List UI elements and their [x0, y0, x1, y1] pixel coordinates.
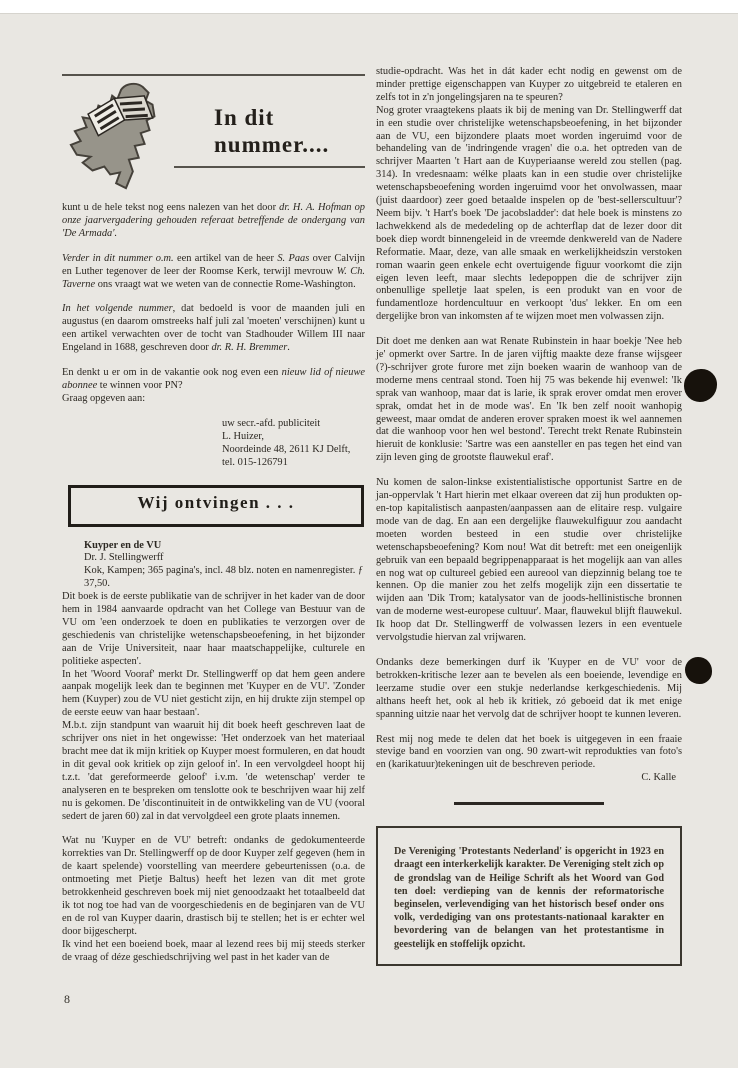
- intro-paragraph-4: [62, 367, 365, 393]
- address-line: Noordeinde 48, 2611 KJ Delft,: [222, 444, 351, 456]
- netherlands-map-illustration: [64, 78, 182, 202]
- book-publisher: Kok, Kampen; 365 pagina's, incl. 48 blz. noten en namenregister. ƒ 37,50.: [84, 565, 364, 590]
- page-number: 8: [64, 992, 70, 1006]
- contact-address-block: [222, 417, 365, 470]
- text-run: , dat bedoeld is voor de maanden juli en augustus (en daarom omstreeks half juli zal 'moeten' verschijnen) kunt u een artikel verwachten over de tocht van Stadhouder Willem III naar Engeland in 1688, geschreven door: [62, 303, 365, 354]
- wij-ontvingen-box: [68, 485, 364, 527]
- association-info-box: [376, 826, 682, 966]
- address-line: L. Huizer,: [222, 430, 264, 442]
- book-title: Kuyper en de VU: [84, 539, 162, 551]
- title-line-1: In dit: [214, 105, 275, 130]
- text-run: een artikel van de heer: [173, 252, 278, 264]
- review-paragraph: M.b.t. zijn standpunt van waaruit hij dit boek heeft geschreven laat de schrijver ons niet in het ongewisse: 'Het onderzoek van het materiaal bracht mee dat ik mijn kritiek op Kuyper moest formuleren, en dat houdt in dit geval ook kritiek op zijn geloof in'. In een vervolgdeel hoopt hij t.z.t. 'dat gereformeerde geloof' i.v.m. 'de wetenschap' verder te analyseren en te bespreken om tenslotte ook te beschrijven waar hij zelf nu is gekomen. De 'discontinuiteit in de ontwikkeling van de VU (vooral sedert de jaren 60) zal in dat vervolgdeel een grote plaats innemen.: [62, 720, 365, 822]
- address-line: uw secr.-afd. publiciteit: [222, 417, 321, 429]
- text-run-italic: nieuw lid of nieuwe abonnee: [62, 367, 365, 391]
- review-signature: C. Kalle: [641, 772, 676, 784]
- intro-paragraph-1: [62, 202, 365, 241]
- left-column: [62, 60, 365, 965]
- wij-ontvingen-title: Wij ontvingen . . .: [137, 492, 295, 512]
- text-run-italic: dr. R. H. Bremmer: [211, 342, 288, 354]
- text-run-italic: Verder in dit nummer o.m.: [62, 252, 174, 264]
- book-author: Dr. J. Stellingwerff: [84, 552, 164, 564]
- masthead-rule-bottom: [174, 166, 365, 168]
- title-line-2: nummer....: [214, 132, 330, 157]
- intro-paragraph-5: Graag opgeven aan:: [62, 392, 146, 404]
- review-paragraph: Nu komen de salon-linkse existentialistische opportunist Sartre en de jan-oppervlak 't Hart hierin met elkaar overeen dat zij hun produkten op-en-top kapitalistisch aanpasten/aanpassen aan de elitaire resp. vulgaire mode van de dag. En aan een dergelijke flauwekulfiguur zou aandacht moeten worden besteed in een studie over christelijke wetenschapsbeoefening? Kom nou! Wat dit betreft: met een oneigenlijk gebruik van een bepaald begrippenapparaat is het mogelijk aan van alles en nog wat op cultureel gebied een aureool van diepzinnig belang toe te kennen. Op die manier zou het zelfs mogelijk zijn een dissertatie te wijden aan 'Dik Trom; katalysator van de joods-hellinistische bronnen van de moderne west-europese cultuur'. Maar, flauwekul blijft flauwekul. Ik hoop dat Dr. Stellingwerff de volwassen lezers in een eventuele vervolgstudie hiervan zal vrijwaren.: [376, 477, 682, 644]
- review-paragraph: studie-opdracht. Was het in dát kader echt nodig en gewenst om de minder prettige eigenschappen van Kuyper zo uitgebreid te etaleren en zelfs tot in z'n jongelingsjaren na te speuren?: [376, 66, 682, 103]
- review-paragraph: Rest mij nog mede te delen dat het boek is uitgegeven in een fraaie stevige band en voorzien van ong. 90 zwart-wit reprodukties van foto's en (karikatuur)tekeningen uit de beschreven periode.: [376, 733, 682, 771]
- text-run-italic: W. Ch. Taverne: [62, 265, 366, 290]
- text-run: te winnen voor PN?: [97, 379, 183, 391]
- review-paragraph: Dit boek is de eerste publikatie van de schrijver in het kader van de door hem in 1984 aanvaarde opdracht van het College van Bestuur van de VU om 'een onderzoek te doen en publikaties te verzorgen over de geschiedenis van christelijke wetenschapsbeoefening, in het bijzonder aan de Vrije Universiteit, naar haar maatschappelijke, culturele en politieke aspecten'.: [62, 591, 365, 667]
- text-run: kunt u de hele tekst nog eens nalezen van het door: [62, 202, 280, 213]
- review-paragraph: Nog groter vraagtekens plaats ik bij de mening van Dr. Stellingwerff dat in een studie over christelijke wetenschapsbeoefening, in het bijzonder aan de VU, een bijzondere plaats moet worden ingeruimd voor de behandeling van de 'indringende vragen' die o.a. het optreden van de schrijver Maarten 't Hart aan de Kuyperiaanse wereld zou stellen (pag. 314). In vredesnaam: wélke plaats kan in een studie over christelijke wetenschapsbeoefening worden ingeruimd voor het onvolwassen, maar (juist daardoor) zeer goed betaalde inspelen op de 'best-sellerscultuur'? Neem bijv. 't Hart's boek 'De jacobsladder': dat hele boek is minstens zo lachwekkend als de mededeling op de achterflap dat de lezer door dit boek diep wordt binnengeleid in de vreemde denkwereld van de Nadere Reformatie. Maar, deze, van alle smaak en werkelijkheidszin verstoken roman waarin geen enkele echt overtuigende figuur voorkomt die zijn eigen leven leeft, maar slechts ledepoppen die de schrijver zijn onbenullige spelletje laat spelen, is een produkt van en voor de fundamentloze hordencultuur en verkoopt 'dus' lekker. En om een dergelijke bron van inkomsten af te wijzen moet men volwassen zijn.: [376, 104, 682, 323]
- book-review-header: [84, 540, 365, 592]
- text-run: ons vraagt wat we weten van de connectie Rome-Washington.: [95, 278, 356, 290]
- text-run-italic: In het volgende nummer: [62, 303, 173, 315]
- address-line: tel. 015-126791: [222, 457, 288, 469]
- review-paragraph: Ik vind het een boeiend boek, maar al lezend rees bij mij steeds sterker de vraag of déze geschiedschrijving wel past in het kader van de: [62, 938, 365, 963]
- masthead-rule-top: [62, 74, 365, 76]
- binding-hole-mark: [685, 657, 712, 684]
- review-paragraph: In het 'Woord Vooraf' merkt Dr. Stellingwerff op dat hem geen andere aanpak mogelijk leek dan te beginnen met 'Kuyper en de VU'. 'Zonder hem (Kuyper) zou de VU niet gesticht zijn, en hij drukte zijn stempel op de eerste eeuw van haar bestaan'.: [62, 668, 365, 719]
- right-column: [376, 66, 682, 966]
- intro-paragraph-3: [62, 303, 365, 355]
- association-text: De Vereniging 'Protestants Nederland' is opgericht in 1923 en draagt een interkerkelijk karakter. De Vereniging stelt zich op de grondslag van de Heilige Schrift als het Woord van God ten doel: verdieping van de kennis der reformatorische beginselen, verlevendiging van het historisch besef onder ons volk, verdediging van ons protestants-nationaal karakter en bevordering van de belangen van het protestantisme in geestelijk en stoffelijk opzicht.: [394, 846, 664, 950]
- review-paragraph: Ondanks deze bemerkingen durf ik 'Kuyper en de VU' voor de betrokken-kritische lezer aan te bevelen als een boeiende, levendige en leerzame studie over een stukje nederlandse kerkgeschiedenis. Mij althans heeft het, ook al heb ik kritiek, zó geboeid dat ik met enige spanning uitzie naar het vervolg dat de schrijver hoopt te kunnen leveren.: [376, 656, 682, 720]
- text-run-italic: dr. H. A. Hofman op onze jaarvergadering gehouden referaat betreffende de ondergang van 'De Armada'.: [62, 202, 365, 239]
- masthead: [62, 60, 365, 202]
- text-run: .: [287, 342, 290, 354]
- review-paragraph: Dit doet me denken aan wat Renate Rubinstein in haar boekje 'Nee heb je' opmerkt over Sartre. In de jaren vijftig maakte deze franse wijsgeer (?)-schrijver grote furore met zijn boeken waarin de wanhoop van de moderne mens centraal stond. Toen hij 75 was bekende hij evenwel: 'Ik sprak van wanhoop, maar dat is larie, ik sprak erover omdat men erover sprak, omdat het in de mode was'. En 'Ik ben zelf nooit wanhopig geweest, maar omdat de anderen erover spraken moest ik wel aannemen dat die wanhoop voor hen wel bestond'. Terecht trekt Renate Rubinstein hieruit de konklusie: 'Sartre was een aansteller en pas tegen het eind van zijn leven ging de grootste flauwekul eraf'.: [376, 336, 682, 464]
- intro-paragraph-2: [62, 253, 365, 292]
- text-run: over Calvijn en Luther tegenover de leer der Roomse Kerk, terwijl mevrouw: [62, 252, 365, 277]
- review-paragraph: Wat nu 'Kuyper en de VU' betreft: ondanks de gedokumenteerde korrekties van Dr. Stellingwerff op de door Kuyper zelf gegeven (hem in de kaart spelende) voorstelling van meerdere gebeurtenissen (o.a. de ontmoeting met Pietje Baltus) heeft het lezen van dit met grote betrokkenheid geschreven boek mij niet genoodzaakt het totaalbeeld dat ik tot nog toe had van de voorgeschiedenis en de beginjaren van de VU en de rol van Kuyper daarin, drastisch bij te stellen; het is er echter wel door bijgescherpt.: [62, 835, 365, 937]
- text-run-italic: S. Paas: [277, 252, 310, 264]
- text-run: En denkt u er om in de vakantie ook nog even een: [62, 367, 282, 379]
- section-divider: [454, 802, 604, 805]
- page-title: [214, 104, 329, 158]
